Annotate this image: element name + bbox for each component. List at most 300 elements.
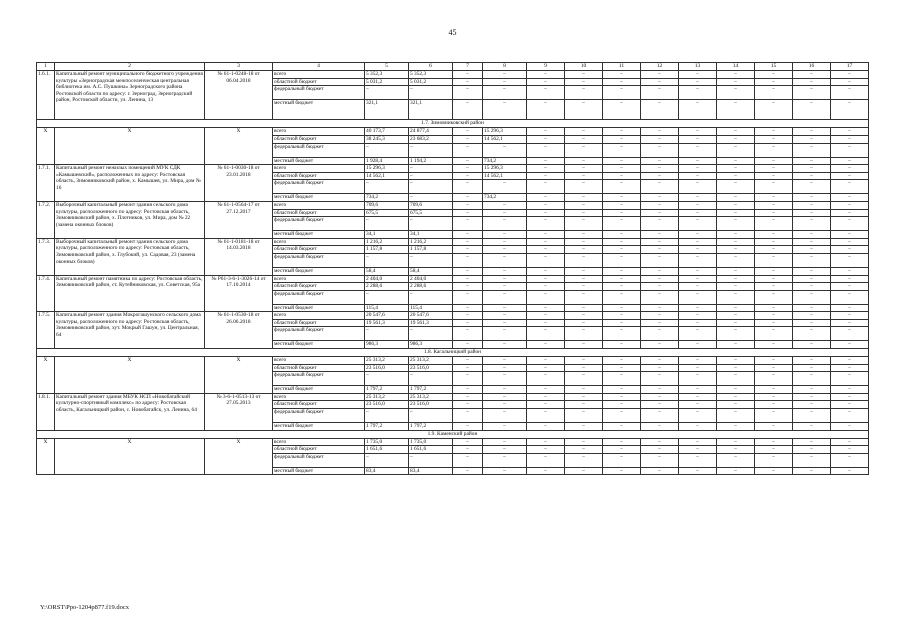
value-col12: – xyxy=(641,327,679,341)
value-col14: – xyxy=(717,231,755,239)
budget-source-label: всего xyxy=(273,312,365,320)
row-number: 1.7.3. xyxy=(37,238,55,275)
column-number-10: 10 xyxy=(565,63,603,71)
expertise-conclusion: № 3-6-1-0513-13 от 27.05.2013 xyxy=(205,393,273,430)
value-col15: – xyxy=(755,401,793,409)
value-total: 986,3 xyxy=(365,341,409,349)
budget-source-label: областной бюджет xyxy=(273,364,365,372)
value-col6: – xyxy=(409,327,453,341)
value-col11: – xyxy=(603,86,641,100)
value-col14: – xyxy=(717,319,755,327)
value-col16: – xyxy=(793,312,831,320)
value-col15: – xyxy=(755,327,793,341)
value-col17: – xyxy=(831,135,869,143)
value-total: 321,1 xyxy=(365,100,409,120)
budget-source-label: всего xyxy=(273,357,365,365)
value-total: 734,2 xyxy=(365,194,409,202)
expertise-conclusion: № 61-1-0564-17 от 27.12.2017 xyxy=(205,201,273,238)
value-col13: – xyxy=(679,172,717,180)
budget-table xyxy=(36,62,869,475)
value-col6: 986,3 xyxy=(409,341,453,349)
value-col10: – xyxy=(565,386,603,394)
value-total: 23 516,0 xyxy=(365,364,409,372)
value-col16: – xyxy=(793,267,831,275)
value-col11: – xyxy=(603,165,641,173)
value-col9: – xyxy=(527,172,565,180)
value-col16: – xyxy=(793,423,831,431)
object-name: Выборочный капитальный ремонт здания сельского дома культуры, расположенного по адресу: Ростовская область, Зимовниковский район, х. Плотников, ул. Мира, дом № 22 (замена оконных блоков) xyxy=(55,201,205,238)
value-col7: – xyxy=(453,393,483,401)
value-col9: – xyxy=(527,135,565,143)
value-col8: – xyxy=(483,319,527,327)
value-col6: 1 216,2 xyxy=(409,238,453,246)
value-col17: – xyxy=(831,275,869,283)
value-col6: 1 157,8 xyxy=(409,246,453,254)
value-col10: – xyxy=(565,372,603,386)
value-total: 115,4 xyxy=(365,304,409,312)
value-col6: 58,4 xyxy=(409,267,453,275)
value-col16: – xyxy=(793,135,831,143)
table-row xyxy=(37,312,869,320)
value-col8: – xyxy=(483,386,527,394)
value-col15: – xyxy=(755,253,793,267)
value-col13: – xyxy=(679,290,717,304)
value-col13: – xyxy=(679,165,717,173)
value-col11: – xyxy=(603,201,641,209)
value-col14: – xyxy=(717,253,755,267)
value-col9: – xyxy=(527,364,565,372)
value-col11: – xyxy=(603,304,641,312)
value-total: – xyxy=(365,180,409,194)
value-col13: – xyxy=(679,357,717,365)
value-col11: – xyxy=(603,217,641,231)
value-col9: – xyxy=(527,438,565,446)
row-number: Х xyxy=(37,357,55,394)
value-col6: 1 194,2 xyxy=(409,157,453,165)
value-col7: – xyxy=(453,438,483,446)
value-col14: – xyxy=(717,453,755,467)
value-col15: – xyxy=(755,275,793,283)
value-col10: – xyxy=(565,401,603,409)
value-col14: – xyxy=(717,238,755,246)
value-col10: – xyxy=(565,327,603,341)
value-col16: – xyxy=(793,201,831,209)
value-col7: – xyxy=(453,327,483,341)
value-col13: – xyxy=(679,446,717,454)
value-col9: – xyxy=(527,393,565,401)
value-col7: – xyxy=(453,275,483,283)
value-total: 34,1 xyxy=(365,231,409,239)
value-col9: – xyxy=(527,157,565,165)
value-col6: 23 683,2 xyxy=(409,135,453,143)
value-col14: – xyxy=(717,438,755,446)
value-col14: – xyxy=(717,157,755,165)
value-col14: – xyxy=(717,100,755,120)
value-col13: – xyxy=(679,401,717,409)
value-total: 40 173,7 xyxy=(365,128,409,136)
section-row xyxy=(37,120,869,128)
value-col13: – xyxy=(679,304,717,312)
value-col16: – xyxy=(793,180,831,194)
value-col11: – xyxy=(603,231,641,239)
value-col9: – xyxy=(527,253,565,267)
budget-source-label: федеральный бюджет xyxy=(273,253,365,267)
value-col8: – xyxy=(483,86,527,100)
value-col12: – xyxy=(641,275,679,283)
table-row xyxy=(37,71,869,79)
value-col15: – xyxy=(755,86,793,100)
value-col6: – xyxy=(409,194,453,202)
value-col7: – xyxy=(453,401,483,409)
value-col17: – xyxy=(831,386,869,394)
value-col6: 20 547,6 xyxy=(409,312,453,320)
value-col16: – xyxy=(793,386,831,394)
column-number-7: 7 xyxy=(453,63,483,71)
value-col15: – xyxy=(755,100,793,120)
value-col9: – xyxy=(527,246,565,254)
expertise-conclusion: № 61-1-0530-18 от 26.06.2018 xyxy=(205,312,273,349)
budget-source-label: всего xyxy=(273,393,365,401)
object-name: Капитальный ремонт здания Мокрогашунского сельского дома культуры, расположенного по адресу: Ростовская область, Зимовниковский район, хут. Мокрый Гашун, ул. Центральная, 64 xyxy=(55,312,205,349)
value-col14: – xyxy=(717,364,755,372)
value-col14: – xyxy=(717,304,755,312)
expertise-conclusion: Х xyxy=(205,128,273,165)
footer-file-path: Y:\ORST\Ppo-1204p877.f19.docx xyxy=(40,604,129,611)
value-col10: – xyxy=(565,201,603,209)
value-col9: – xyxy=(527,194,565,202)
object-name: Х xyxy=(55,357,205,394)
column-number-3: 3 xyxy=(205,63,273,71)
value-total: 2 404,0 xyxy=(365,275,409,283)
value-col6: – xyxy=(409,172,453,180)
value-col7: – xyxy=(453,446,483,454)
value-col7: – xyxy=(453,180,483,194)
value-total: 38 245,3 xyxy=(365,135,409,143)
value-col6: – xyxy=(409,290,453,304)
value-col16: – xyxy=(793,409,831,423)
value-col8: – xyxy=(483,290,527,304)
column-number-6: 6 xyxy=(409,63,453,71)
value-col8: 14 562,1 xyxy=(483,172,527,180)
value-col8: – xyxy=(483,246,527,254)
row-number: 1.7.2. xyxy=(37,201,55,238)
value-col11: – xyxy=(603,135,641,143)
value-col12: – xyxy=(641,290,679,304)
value-total: 1 928,4 xyxy=(365,157,409,165)
table-row xyxy=(37,128,869,136)
value-col13: – xyxy=(679,364,717,372)
value-col11: – xyxy=(603,71,641,79)
value-col16: – xyxy=(793,372,831,386)
budget-source-label: федеральный бюджет xyxy=(273,290,365,304)
expertise-conclusion: № 61-1-0030-18 от 23.01.2018 xyxy=(205,165,273,202)
value-col8: – xyxy=(483,467,527,475)
value-col6: 2 288,6 xyxy=(409,283,453,291)
value-col13: – xyxy=(679,86,717,100)
value-col15: – xyxy=(755,194,793,202)
value-col12: – xyxy=(641,393,679,401)
value-col13: – xyxy=(679,71,717,79)
value-col17: – xyxy=(831,283,869,291)
value-col6: – xyxy=(409,453,453,467)
value-col16: – xyxy=(793,172,831,180)
value-col17: – xyxy=(831,319,869,327)
budget-source-label: областной бюджет xyxy=(273,209,365,217)
value-col10: – xyxy=(565,86,603,100)
expertise-conclusion: № 61-1-0248-18 от 06.04.2018 xyxy=(205,71,273,120)
column-number-2: 2 xyxy=(55,63,205,71)
table-row xyxy=(37,165,869,173)
value-col14: – xyxy=(717,78,755,86)
value-total: 1 216,2 xyxy=(365,238,409,246)
value-col9: – xyxy=(527,319,565,327)
value-col6: – xyxy=(409,86,453,100)
value-col9: – xyxy=(527,238,565,246)
row-number: 1.7.1. xyxy=(37,165,55,202)
value-col8: – xyxy=(483,304,527,312)
value-col9: – xyxy=(527,128,565,136)
budget-source-label: местный бюджет xyxy=(273,267,365,275)
value-col6: 5 352,3 xyxy=(409,71,453,79)
budget-source-label: местный бюджет xyxy=(273,100,365,120)
value-total: 15 296,3 xyxy=(365,165,409,173)
value-col15: – xyxy=(755,386,793,394)
value-col11: – xyxy=(603,172,641,180)
column-number-1: 1 xyxy=(37,63,55,71)
value-col14: – xyxy=(717,357,755,365)
value-total: – xyxy=(365,143,409,157)
value-col10: – xyxy=(565,283,603,291)
value-total: 1 797,2 xyxy=(365,386,409,394)
column-number-12: 12 xyxy=(641,63,679,71)
value-col15: – xyxy=(755,409,793,423)
value-col7: – xyxy=(453,267,483,275)
value-col9: – xyxy=(527,386,565,394)
value-col10: – xyxy=(565,319,603,327)
value-col15: – xyxy=(755,446,793,454)
budget-source-label: федеральный бюджет xyxy=(273,180,365,194)
value-col10: – xyxy=(565,446,603,454)
value-col12: – xyxy=(641,253,679,267)
value-col15: – xyxy=(755,453,793,467)
section-row xyxy=(37,430,869,438)
object-name: Капитальный ремонт нежилых помещений МУК СДК «Камышевский», расположенных по адресу: Ростовская область, Зимовниковский район, х. Камышев, ул. Мира, дом № 16 xyxy=(55,165,205,202)
budget-source-label: местный бюджет xyxy=(273,386,365,394)
value-col15: – xyxy=(755,78,793,86)
value-col17: – xyxy=(831,86,869,100)
value-col10: – xyxy=(565,246,603,254)
value-col11: – xyxy=(603,100,641,120)
value-col14: – xyxy=(717,246,755,254)
object-name: Капитальный ремонт здания МБУК НСП «Новобатайский культурно-спортивный комплекс» по адресу: Ростовская область, Кагальницкий район, с. Новобатайск, ул. Ленина, 64 xyxy=(55,393,205,430)
value-col10: – xyxy=(565,267,603,275)
value-col12: – xyxy=(641,304,679,312)
value-col12: – xyxy=(641,180,679,194)
value-col13: – xyxy=(679,319,717,327)
value-col7: – xyxy=(453,319,483,327)
value-col8: – xyxy=(483,253,527,267)
value-total: 25 313,2 xyxy=(365,357,409,365)
value-col12: – xyxy=(641,409,679,423)
value-col16: – xyxy=(793,100,831,120)
value-col14: – xyxy=(717,165,755,173)
table-row xyxy=(37,357,869,365)
section-title: 1.7. Зимовниковский район xyxy=(37,120,869,128)
value-col12: – xyxy=(641,312,679,320)
value-col17: – xyxy=(831,304,869,312)
budget-source-label: областной бюджет xyxy=(273,401,365,409)
value-col8: – xyxy=(483,312,527,320)
value-col14: – xyxy=(717,180,755,194)
value-col17: – xyxy=(831,194,869,202)
value-col15: – xyxy=(755,467,793,475)
value-col17: – xyxy=(831,341,869,349)
value-col6: – xyxy=(409,180,453,194)
value-col16: – xyxy=(793,194,831,202)
value-col6: 34,1 xyxy=(409,231,453,239)
value-col13: – xyxy=(679,246,717,254)
value-total: 1 157,8 xyxy=(365,246,409,254)
value-col9: – xyxy=(527,71,565,79)
value-col13: – xyxy=(679,135,717,143)
value-col14: – xyxy=(717,135,755,143)
value-col16: – xyxy=(793,393,831,401)
value-col6: – xyxy=(409,253,453,267)
value-col17: – xyxy=(831,253,869,267)
expertise-conclusion: Х xyxy=(205,357,273,394)
value-col10: – xyxy=(565,238,603,246)
value-col16: – xyxy=(793,231,831,239)
value-col11: – xyxy=(603,290,641,304)
value-col8: 734,2 xyxy=(483,194,527,202)
expertise-conclusion: Х xyxy=(205,438,273,475)
value-col14: – xyxy=(717,409,755,423)
value-col10: – xyxy=(565,423,603,431)
value-col6: – xyxy=(409,165,453,173)
value-col17: – xyxy=(831,157,869,165)
value-total: 5 031,2 xyxy=(365,78,409,86)
value-col17: – xyxy=(831,423,869,431)
value-col14: – xyxy=(717,372,755,386)
value-col17: – xyxy=(831,401,869,409)
value-col11: – xyxy=(603,423,641,431)
value-col16: – xyxy=(793,290,831,304)
column-number-11: 11 xyxy=(603,63,641,71)
budget-source-label: областной бюджет xyxy=(273,446,365,454)
value-col16: – xyxy=(793,304,831,312)
value-col12: – xyxy=(641,364,679,372)
value-col17: – xyxy=(831,409,869,423)
section-row xyxy=(37,349,869,357)
value-col17: – xyxy=(831,357,869,365)
value-col13: – xyxy=(679,180,717,194)
value-col14: – xyxy=(717,283,755,291)
value-col7: – xyxy=(453,231,483,239)
value-col17: – xyxy=(831,180,869,194)
value-col14: – xyxy=(717,194,755,202)
value-col17: – xyxy=(831,209,869,217)
value-col13: – xyxy=(679,423,717,431)
value-col8: – xyxy=(483,423,527,431)
value-col12: – xyxy=(641,143,679,157)
value-col11: – xyxy=(603,341,641,349)
value-col12: – xyxy=(641,267,679,275)
value-total: – xyxy=(365,372,409,386)
value-col8: – xyxy=(483,267,527,275)
column-number-16: 16 xyxy=(793,63,831,71)
value-col9: – xyxy=(527,341,565,349)
value-col11: – xyxy=(603,409,641,423)
value-col16: – xyxy=(793,253,831,267)
budget-source-label: всего xyxy=(273,201,365,209)
value-col15: – xyxy=(755,319,793,327)
value-col6: 2 404,0 xyxy=(409,275,453,283)
value-col8: – xyxy=(483,357,527,365)
value-col6: – xyxy=(409,409,453,423)
value-col12: – xyxy=(641,71,679,79)
value-col13: – xyxy=(679,438,717,446)
value-col15: – xyxy=(755,438,793,446)
value-col7: – xyxy=(453,423,483,431)
value-col11: – xyxy=(603,246,641,254)
budget-source-label: федеральный бюджет xyxy=(273,86,365,100)
object-name: Х xyxy=(55,438,205,475)
value-col11: – xyxy=(603,312,641,320)
value-col15: – xyxy=(755,217,793,231)
value-col12: – xyxy=(641,401,679,409)
value-total: 2 288,6 xyxy=(365,283,409,291)
value-col7: – xyxy=(453,172,483,180)
value-col11: – xyxy=(603,453,641,467)
value-col8: – xyxy=(483,78,527,86)
value-total: 675,5 xyxy=(365,209,409,217)
value-col11: – xyxy=(603,393,641,401)
value-col8: – xyxy=(483,401,527,409)
value-col17: – xyxy=(831,78,869,86)
value-col11: – xyxy=(603,128,641,136)
value-col14: – xyxy=(717,86,755,100)
object-name: Выборочный капитальный ремонт здания сельского дома культуры, расположенного по адресу: Ростовская область, Зимовниковский район, х. Глубокий, ул. Садовая, 23 (замена оконных блоков) xyxy=(55,238,205,275)
value-col7: – xyxy=(453,246,483,254)
table-body xyxy=(37,63,869,475)
value-total: 23 516,0 xyxy=(365,401,409,409)
value-col11: – xyxy=(603,327,641,341)
value-col13: – xyxy=(679,78,717,86)
value-col7: – xyxy=(453,143,483,157)
value-col14: – xyxy=(717,341,755,349)
value-total: 25 313,2 xyxy=(365,393,409,401)
value-col7: – xyxy=(453,253,483,267)
value-col10: – xyxy=(565,135,603,143)
value-col15: – xyxy=(755,135,793,143)
value-col10: – xyxy=(565,100,603,120)
budget-source-label: всего xyxy=(273,238,365,246)
value-col16: – xyxy=(793,438,831,446)
budget-source-label: федеральный бюджет xyxy=(273,409,365,423)
expertise-conclusion: № Р61-3-6-1-3026-14 от 17.10.2014 xyxy=(205,275,273,312)
value-col15: – xyxy=(755,372,793,386)
value-col15: – xyxy=(755,246,793,254)
value-col12: – xyxy=(641,165,679,173)
value-col9: – xyxy=(527,453,565,467)
value-total: 20 547,6 xyxy=(365,312,409,320)
value-col11: – xyxy=(603,283,641,291)
value-col12: – xyxy=(641,135,679,143)
budget-source-label: местный бюджет xyxy=(273,157,365,165)
value-col7: – xyxy=(453,386,483,394)
value-col7: – xyxy=(453,135,483,143)
value-col16: – xyxy=(793,143,831,157)
